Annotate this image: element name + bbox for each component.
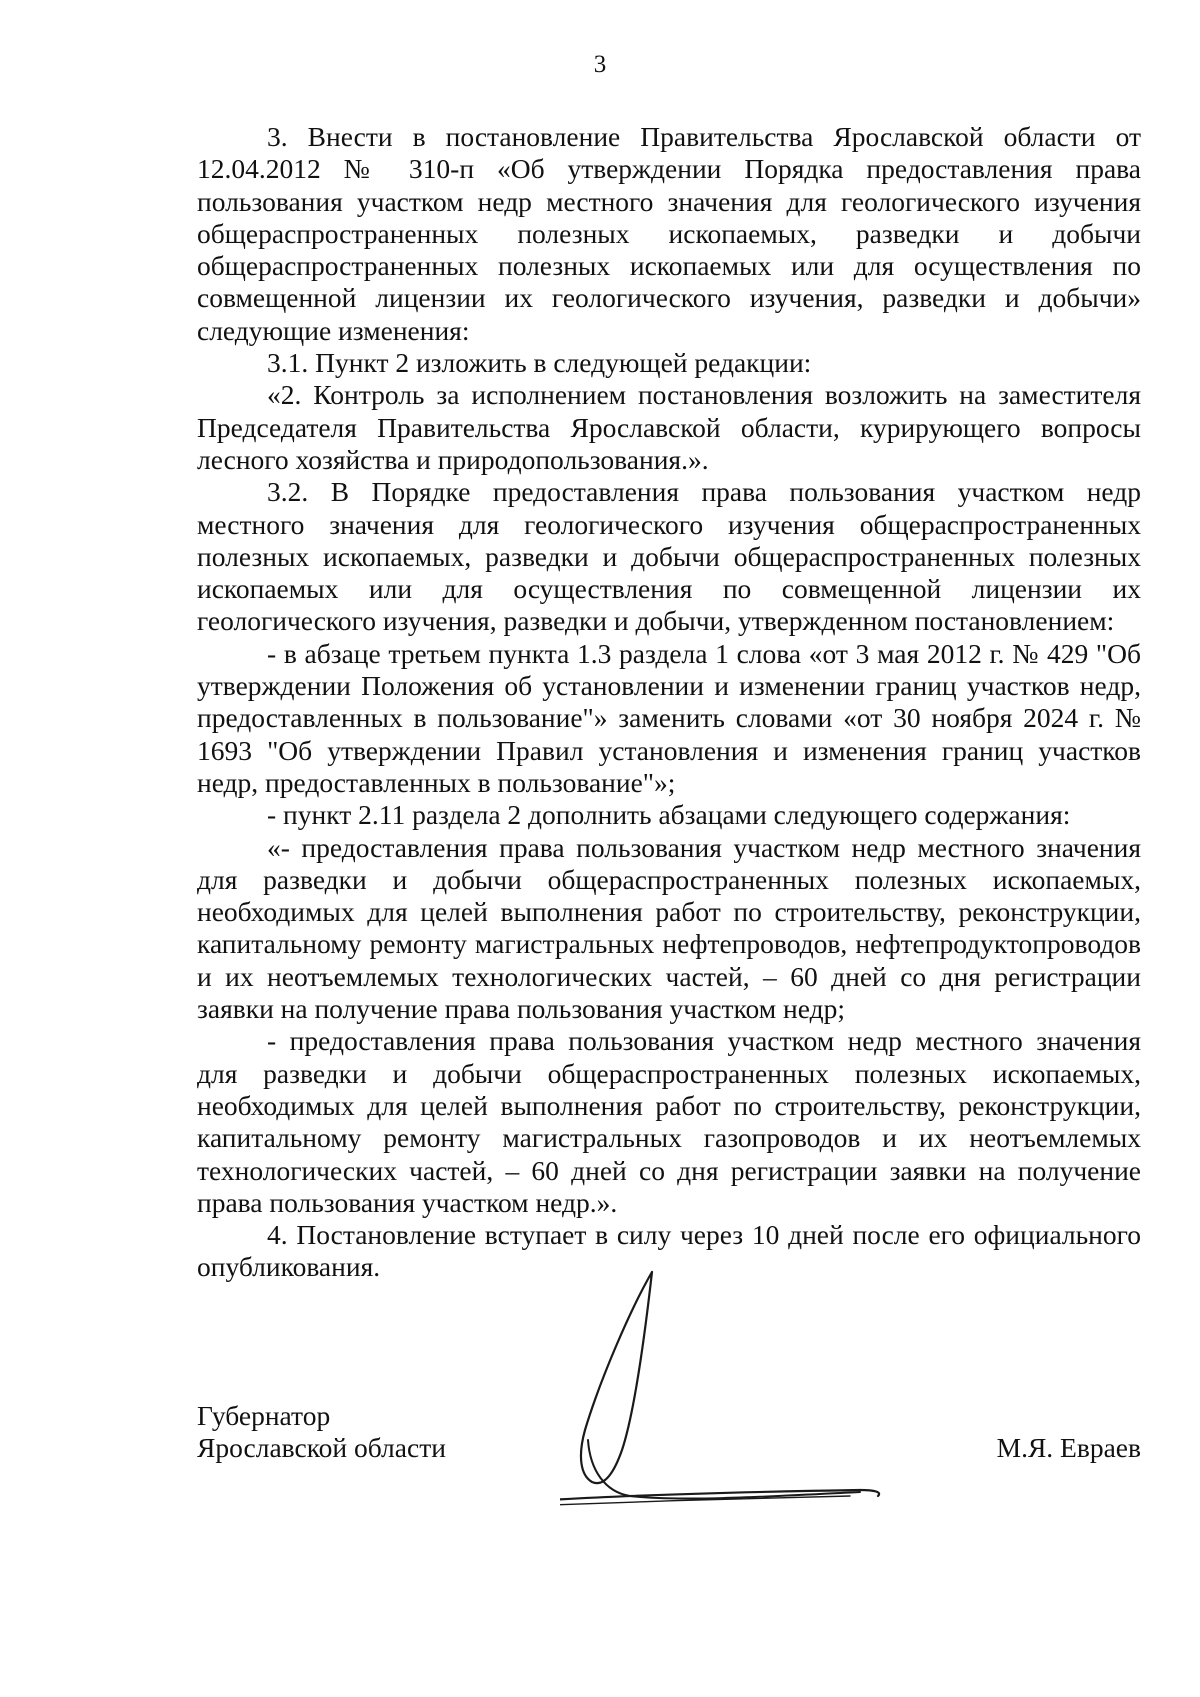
paragraph-item-4: 4. Постановление вступает в силу через 10 дней после его официального опубликования. (197, 1219, 1141, 1283)
paragraph-amendment-2-11: - пункт 2.11 раздела 2 дополнить абзацами следующего содержания: (267, 799, 1071, 831)
paragraph-item-3: 3. Внести в постановление Правительства Ярославской области от 12.04.2012 № 310-п «Об утверждении Порядка предоставления права пользования участком недр местного значения для геологического изучения общераспространенных полезных ископаемых, разведки и добычи общераспространенных полезных ископаемых или для осуществления по совмещенной лицензии их геологического изучения, разведки и добычи» следующие изменения: (197, 121, 1141, 346)
signer-title (197, 1400, 446, 1465)
signer-title-line2: Ярославской области (197, 1432, 446, 1464)
paragraph-amendment-1-3: - в абзаце третьем пункта 1.3 раздела 1 слова «от 3 мая 2012 г. № 429 "Об утверждении Положения об установлении и изменении границ участков недр, предоставленных в пользование"» заменить словами «от 30 ноября 2024 г. № 1693 "Об утверждении Правил установления и изменения границ участков недр, предоставленных в пользование"»; (197, 637, 1141, 798)
paragraph-oil-pipelines: «- предоставления права пользования участком недр местного значения для разведки и добычи общераспространенных полезных ископаемых, необходимых для целей выполнения работ по строительству, реконструкции, капитальному ремонту магистральных нефтепроводов, нефтепродуктопроводов и их неотъемлемых технологических частей, – 60 дней со дня регистрации заявки на получение права пользования участком недр; (197, 831, 1141, 1025)
document-body (197, 121, 1141, 1284)
paragraph-item-3-1: 3.1. Пункт 2 изложить в следующей редакции: (267, 347, 812, 379)
signer-name: М.Я. Евраев (996, 1432, 1141, 1463)
page-number: 3 (593, 51, 607, 78)
paragraph-item-3-1-text: «2. Контроль за исполнением постановления возложить на заместителя Председателя Правительства Ярославской области, курирующего вопросы лесного хозяйства и природопользования.». (197, 379, 1141, 475)
paragraph-gas-pipelines: - предоставления права пользования участком недр местного значения для разведки и добычи общераспространенных полезных ископаемых, необходимых для целей выполнения работ по строительству, реконструкции, капитальному ремонту магистральных газопроводов и их неотъемлемых технологических частей, – 60 дней со дня регистрации заявки на получение права пользования участком недр.». (197, 1025, 1141, 1218)
handwritten-signature-icon (560, 1270, 940, 1510)
signer-title-line1: Губернатор (197, 1400, 331, 1431)
paragraph-item-3-2: 3.2. В Порядке предоставления права пользования участком недр местного значения для геологического изучения общераспространенных полезных ископаемых, разведки и добычи общераспространенных полезных ископаемых или для осуществления по совмещенной лицензии их геологического изучения, разведки и добычи, утвержденном постановлением: (197, 476, 1141, 637)
